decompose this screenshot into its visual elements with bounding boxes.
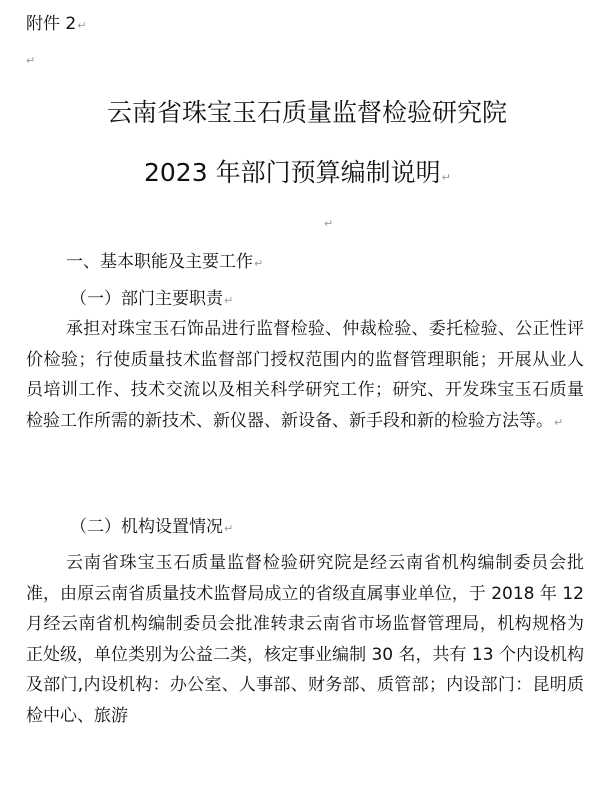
document-title-line1 — [107, 95, 507, 131]
paragraph-mark-icon: ↵ — [224, 294, 234, 307]
subsection-heading-duties — [70, 286, 233, 314]
section-heading — [66, 249, 263, 277]
title-line1-text: 云南省珠宝玉石质量监督检验研究院 — [107, 98, 508, 127]
document-title-line2 — [144, 155, 451, 196]
paragraph-organization — [26, 548, 584, 731]
paragraph-duties — [26, 314, 584, 438]
attachment-label-text: 附件 2 — [26, 14, 77, 34]
subsection-heading-organization — [70, 514, 233, 542]
subsection-heading-text: （一）部门主要职责 — [70, 289, 223, 309]
paragraph-text: 承担对珠宝玉石饰品进行监督检验、仲裁检验、委托检验、公正性评价检验；行使质量技术监督部门授权范围内的监督管理职能；开展从业人员培训工作、技术交流以及相关科学研究工作；研究、开发珠宝玉石质量检验工作所需的新技术、新仪器、新设备、新手段和新的检验方法等。 — [26, 319, 584, 431]
paragraph-mark-icon: ↵ — [554, 415, 564, 429]
section-heading-text: 一、基本职能及主要工作 — [66, 252, 253, 272]
paragraph-mark-icon: ↵ — [441, 171, 451, 184]
paragraph-mark-icon: ↵ — [77, 19, 87, 32]
title-line2-text: 2023 年部门预算编制说明 — [144, 158, 441, 187]
paragraph-mark-icon: ↵ — [224, 522, 234, 535]
paragraph-text: 云南省珠宝玉石质量监督检验研究院是经云南省机构编制委员会批准，由原云南省质量技术监督局成立的省级直属事业单位，于 2018 年 12 月经云南省机构编制委员会批准转隶云南省市场监督管理局，机构规格为正处级，单位类别为公益二类，核定事业编制 30 名，共有 13 个内设机构及部门,内设机构：办公室、人事部、财务部、质管部；内设部门：昆明质检中心、旅游 — [26, 553, 584, 726]
paragraph-mark-icon: ↵ — [26, 54, 36, 67]
paragraph-mark-icon: ↵ — [324, 217, 334, 230]
attachment-label — [26, 12, 86, 38]
subsection-heading-text: （二）机构设置情况 — [70, 517, 223, 537]
paragraph-mark-icon: ↵ — [254, 257, 264, 270]
